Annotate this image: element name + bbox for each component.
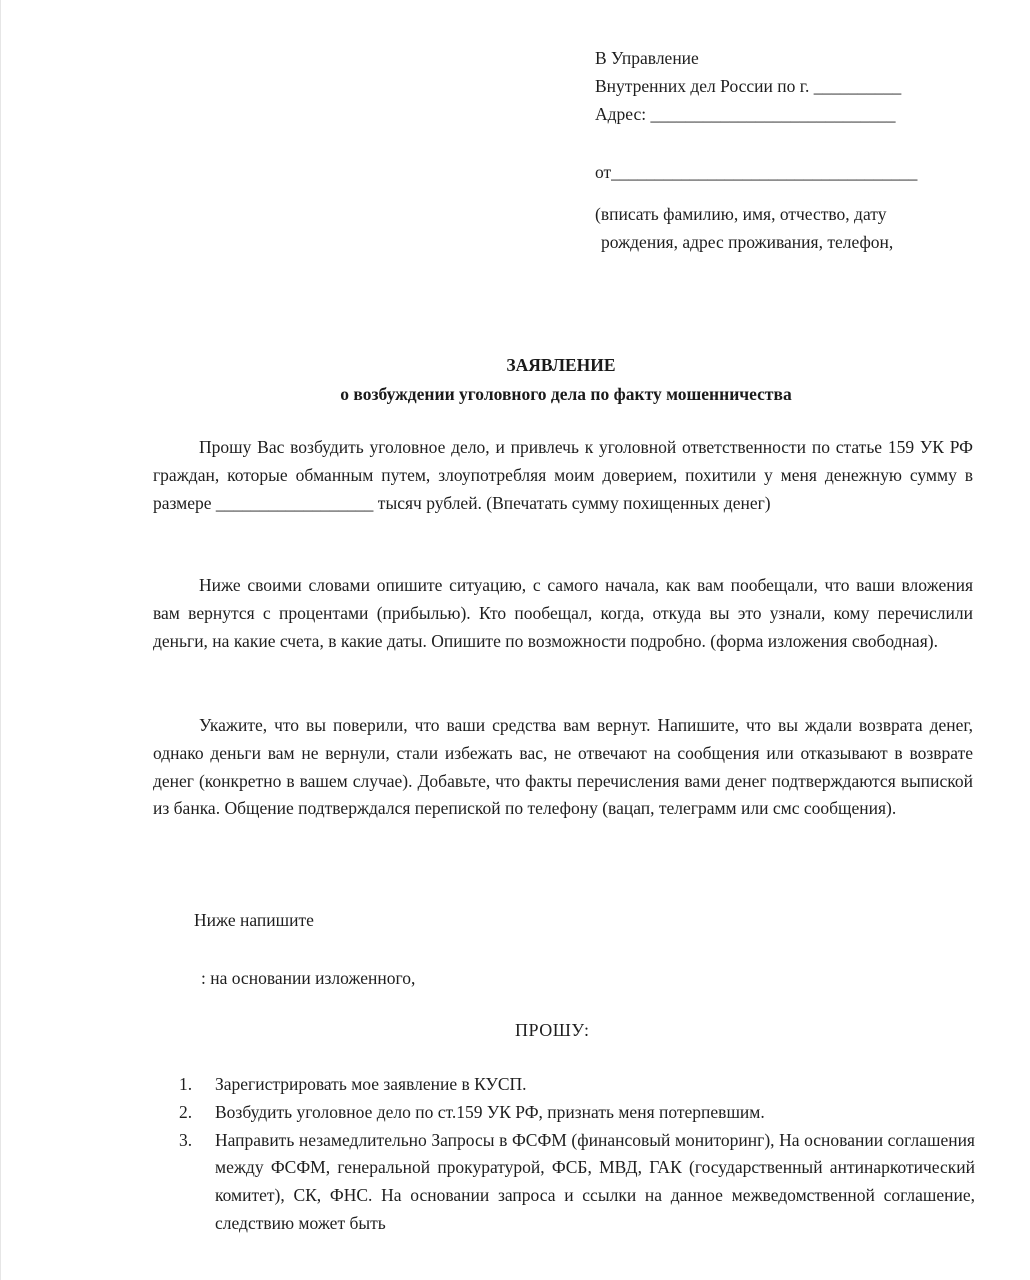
list-item [179,1071,975,1099]
from-field: от___________________________________ [595,162,918,182]
paragraph-details [153,712,973,823]
request-list [179,1071,975,1238]
list-item-text: Возбудить уголовное дело по ст.159 УК РФ, признать меня потерпевшим. [215,1101,765,1122]
write-below-label: Ниже напишите [194,910,314,930]
list-item [179,1099,975,1127]
paragraph-text: Ниже своими словами опишите ситуацию, с самого начала, как вам пообещали, что ваши вложения вам вернутся с процентами (прибылью). Кто пообещал, когда, откуда вы это узнали, кому перечислили деньги, на какие счета, в какие даты. Опишите по возможности подробно. (форма изложения свободная). [153,575,973,651]
paragraph-text: Укажите, что вы поверили, что ваши средства вам вернут. Напишите, что вы ждали возврата денег, однако деньги вам не вернули, стали избежать вас, не отвечают на сообщения или отказывают в возврате денег (конкретно в вашем случае). Добавьте, что факты перечисления вами денег подтверждаются выпиской из банка. Общение подтверждался перепиской по телефону (вацап, телеграмм или смс сообщения). [153,715,973,819]
address-field: Адрес: ____________________________ [595,104,896,124]
list-item-text: Направить незамедлительно Запросы в ФСФМ (финансовый мониторинг), На основании соглашения между ФСФМ, генеральной прокуратурой, ФСБ, МВД, ГАК (государственный антинаркотический комитет), СК, ФНС. На основании запроса и ссылки на данное межведомственной соглашение, следствию может быть [215,1129,975,1233]
list-item [179,1127,975,1238]
applicant-note-line: рождения, адрес проживания, телефон, [601,232,894,252]
applicant-note [595,200,995,256]
list-item-number: 3. [179,1129,193,1150]
list-item-number: 1. [179,1074,193,1094]
paragraph-request [153,434,973,517]
applicant-note-line: (вписать фамилию, имя, отчество, дату [595,204,887,224]
list-item-text: Зарегистрировать мое заявление в КУСП. [215,1074,527,1094]
addressee-line: В Управление [595,48,699,68]
addressee-block [595,44,995,256]
document-title-block [151,351,971,409]
document-subtitle: о возбуждении уголовного дела по факту мошенничества [340,384,792,404]
request-heading: ПРОШУ: [515,1020,590,1040]
document-title: ЗАЯВЛЕНИЕ [506,355,616,375]
paragraph-text: Прошу Вас возбудить уголовное дело, и привлечь к уголовной ответственности по статье 159 УК РФ граждан, которые обманным путем, злоупотребляя моим доверием, похитили у меня денежную сумму в размере __________________ тысяч рублей. (Впечатать сумму похищенных денег) [153,437,973,513]
addressee-department: Внутренних дел России по г. __________ [595,76,902,96]
list-item-number: 2. [179,1101,193,1122]
based-on-label: : на основании изложенного, [201,968,416,988]
paragraph-situation [153,572,973,655]
